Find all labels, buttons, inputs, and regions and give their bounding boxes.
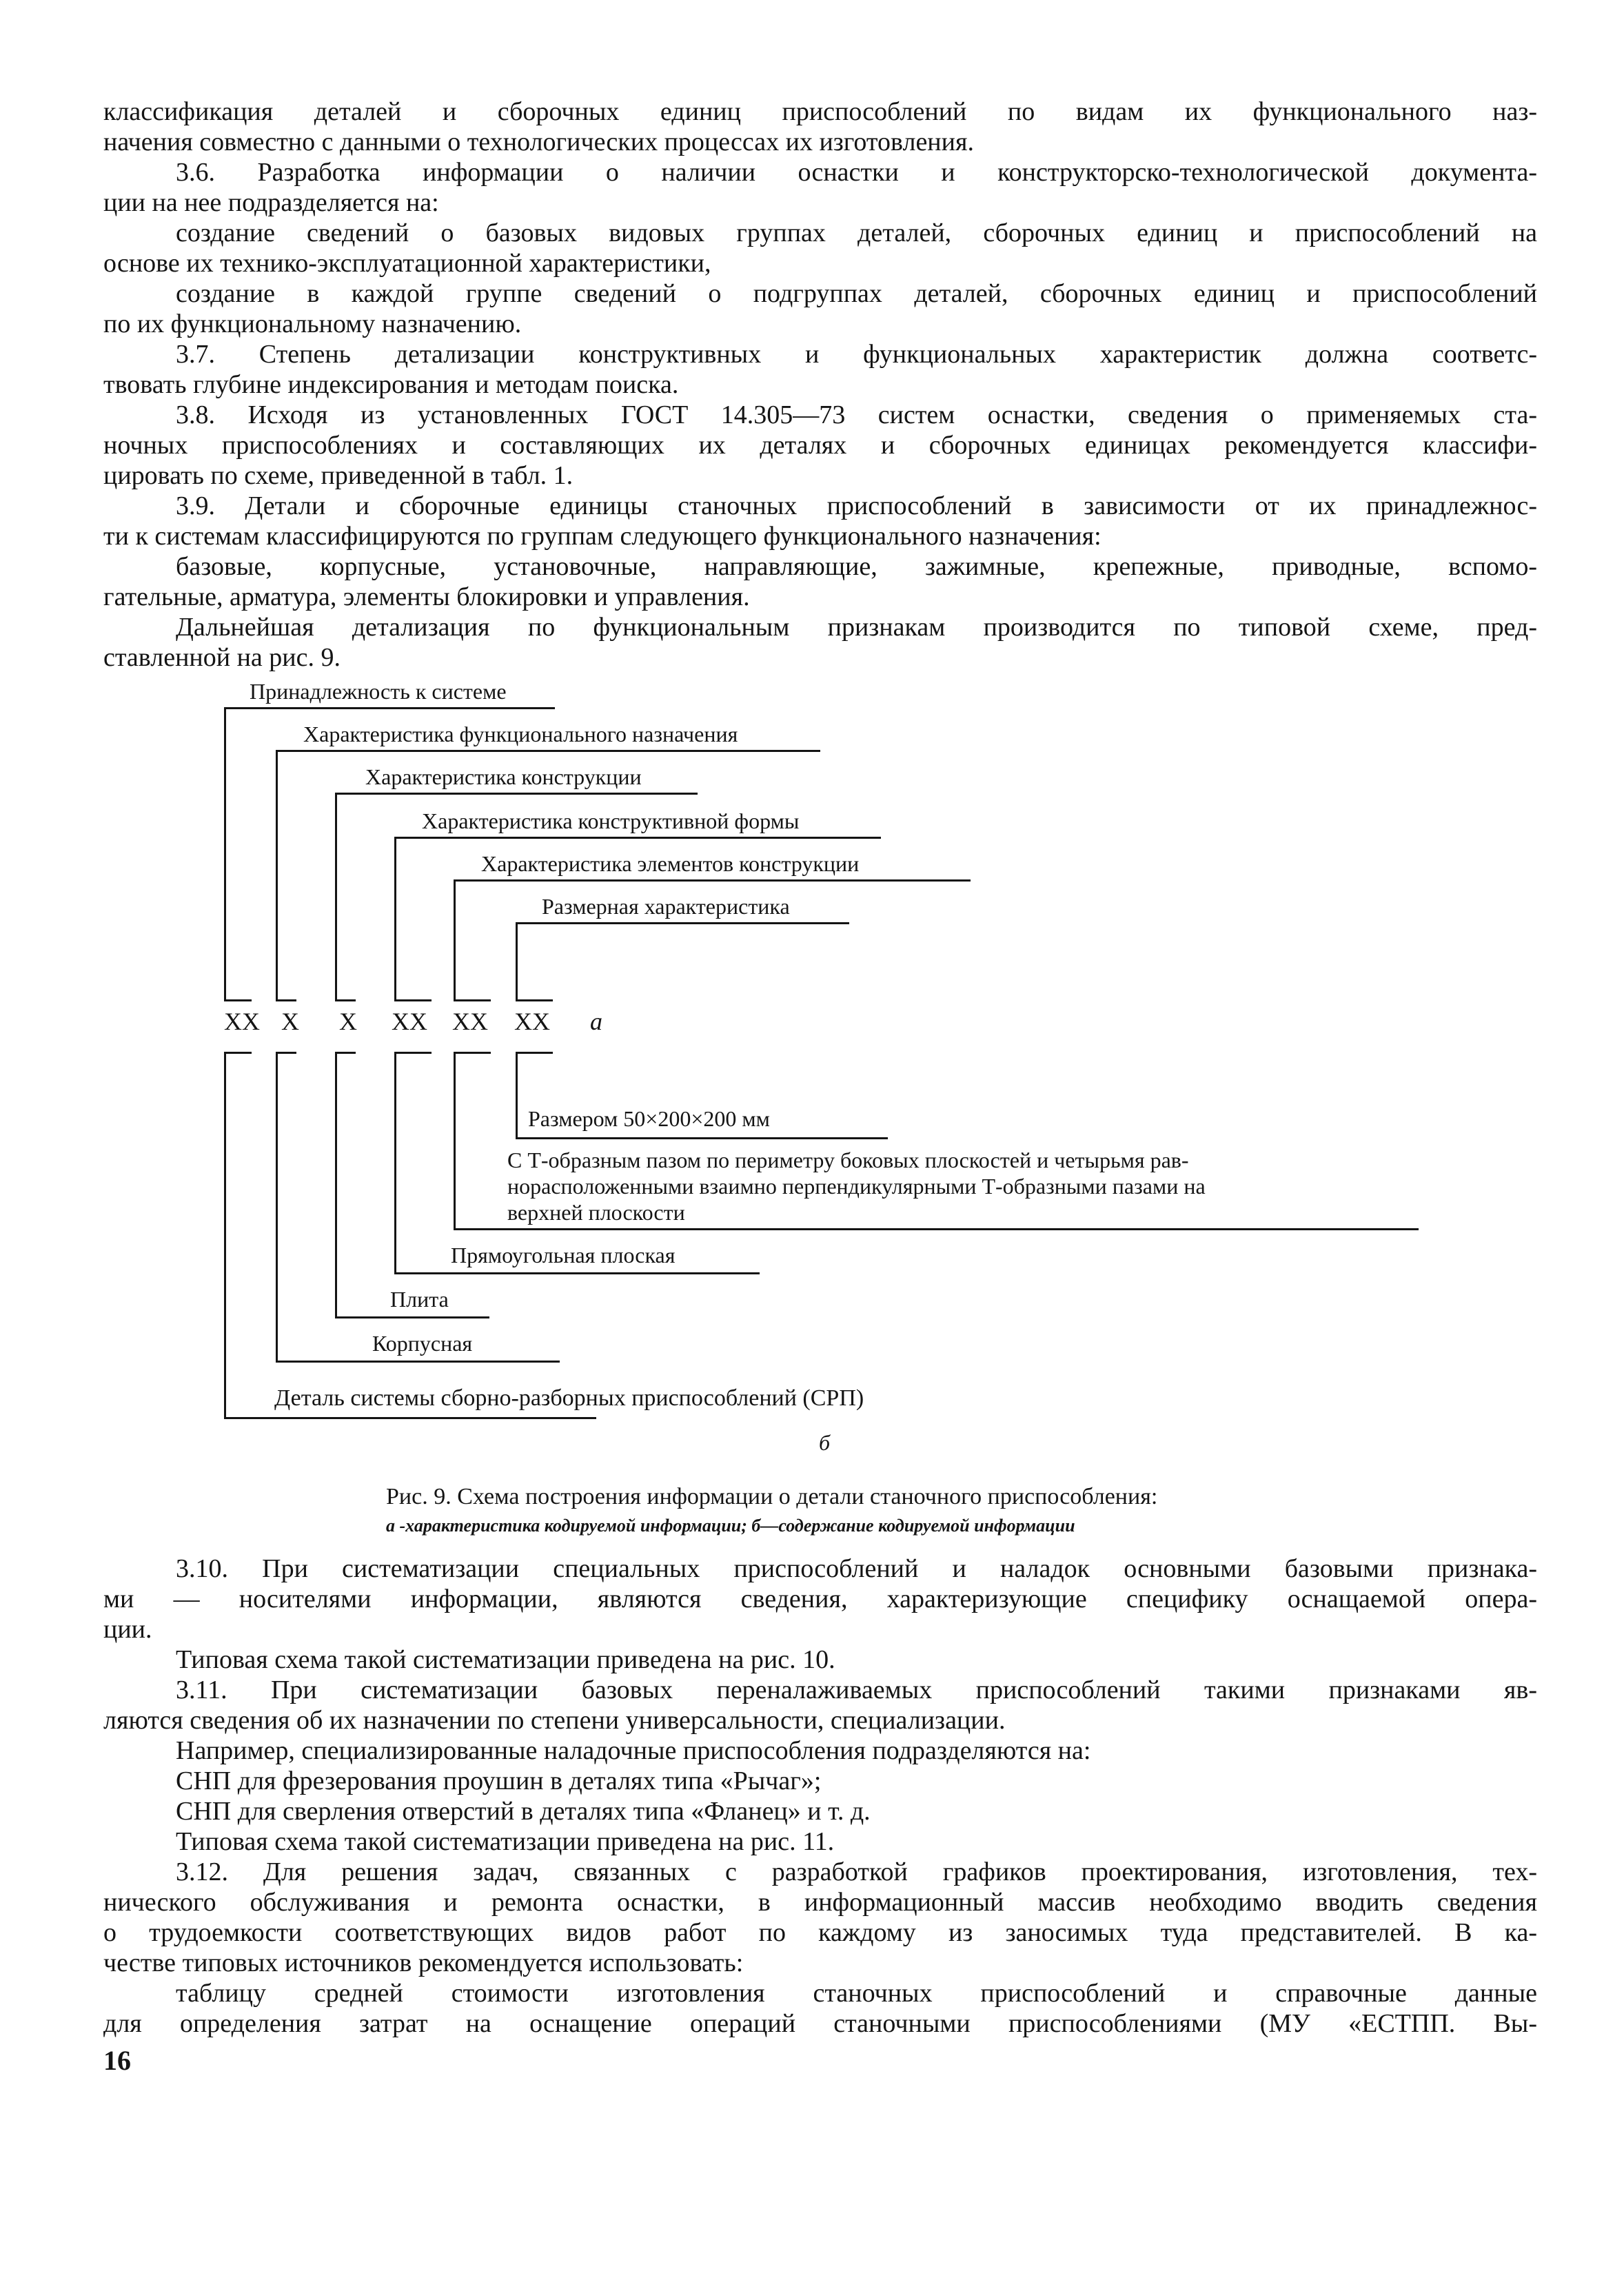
- text-line: по их функциональному назначению.: [103, 309, 522, 338]
- text-line: СНП для сверления отверстий в деталях типа «Фланец» и т. д.: [176, 1797, 871, 1826]
- text-line: базовые, корпусные, установочные, направляющие, зажимные, крепежные, приводные, вспомо-: [176, 552, 1537, 581]
- code-group: XX: [452, 1008, 488, 1035]
- diagram-label-elements: Характеристика элементов конструкции: [481, 851, 860, 876]
- diagram-tag-b: б: [819, 1430, 831, 1455]
- diagram-line: [335, 1052, 337, 1316]
- page-number: 16: [103, 2045, 131, 2076]
- text-line: Типовая схема такой систематизации приведена на рис. 10.: [176, 1645, 835, 1674]
- diagram-label-function: Характеристика функционального назначения: [303, 722, 738, 746]
- text-line: честве типовых источников рекомендуется использовать:: [103, 1948, 744, 1977]
- text-line: начения совместно с данными о технологических процессах их изготовления.: [103, 128, 974, 156]
- code-group: XX: [224, 1008, 260, 1035]
- text-line: 3.7. Степень детализации конструктивных и функциональных характеристик должна соответс-: [176, 340, 1537, 369]
- diagram-line: [516, 1137, 888, 1139]
- diagram-line: [335, 793, 698, 795]
- text-line: создание в каждой группе сведений о подгруппах деталей, сборочных единиц и приспособлений: [176, 279, 1537, 308]
- diagram-line: [276, 999, 296, 1001]
- text-line: Дальнейшая детализация по функциональным признакам производится по типовой схеме, пред-: [176, 613, 1537, 642]
- diagram-label-shape: Прямоугольная плоская: [451, 1243, 676, 1267]
- text-line: 3.9. Детали и сборочные единицы станочных приспособлений в зависимости от их принадлежнос-: [176, 491, 1537, 520]
- text-line: 3.12. Для решения задач, связанных с разработкой графиков проектирования, изготовления, тех-: [176, 1857, 1537, 1886]
- text-line: таблицу средней стоимости изготовления станочных приспособлений и справочные данные: [176, 1979, 1537, 2008]
- diagram-line: [276, 750, 278, 999]
- text-line: Типовая схема такой систематизации приведена на рис. 11.: [176, 1827, 835, 1856]
- diagram-line: [454, 1052, 456, 1228]
- diagram-label-dimension: Размером 50×200×200 мм: [528, 1106, 770, 1131]
- diagram-line: [394, 999, 432, 1001]
- diagram-label-size: Размерная характеристика: [542, 894, 790, 919]
- diagram-line: [224, 1052, 252, 1054]
- diagram-line: [394, 1052, 396, 1272]
- diagram-line: [276, 750, 820, 752]
- diagram-label-element-desc: норасположенными взаимно перпендикулярными Т-образными пазами на: [507, 1174, 1206, 1199]
- figure-caption: Рис. 9. Схема построения информации о детали станочного приспособления:: [386, 1484, 1158, 1509]
- text-line: Например, специализированные наладочные приспособления подразделяются на:: [176, 1736, 1091, 1765]
- diagram-line: [516, 922, 849, 924]
- text-line: ции на нее подразделяется на:: [103, 188, 439, 217]
- diagram-line: [224, 707, 226, 999]
- text-line: создание сведений о базовых видовых группах деталей, сборочных единиц и приспособлений на: [176, 218, 1537, 247]
- diagram-line: [335, 1316, 489, 1318]
- text-line: ляются сведения об их назначении по степени универсальности, специализации.: [103, 1706, 1006, 1735]
- text-line: ции.: [103, 1615, 152, 1644]
- code-group: XX: [514, 1008, 550, 1035]
- diagram-line: [394, 837, 881, 839]
- text-line: ночных приспособлениях и составляющих их деталях и сборочных единицах рекомендуется классифи-: [103, 431, 1537, 460]
- diagram-label-form: Характеристика конструктивной формы: [422, 808, 800, 833]
- diagram-line: [516, 1052, 518, 1137]
- text-line: о трудоемкости соответствующих видов работ по каждому из заносимых туда представителей. В ка-: [103, 1918, 1537, 1947]
- diagram-line: [394, 837, 396, 999]
- diagram-tag-a: а: [590, 1008, 602, 1035]
- diagram-label-group: Корпусная: [372, 1331, 473, 1356]
- text-line: ти к системам классифицируются по группам следующего функционального назначения:: [103, 522, 1102, 551]
- diagram-line: [516, 999, 553, 1001]
- text-line: 3.11. При систематизации базовых переналаживаемых приспособлений такими признаками яв-: [176, 1676, 1537, 1704]
- diagram-line: [454, 999, 491, 1001]
- text-line: твовать глубине индексирования и методам поиска.: [103, 370, 679, 399]
- text-line: 3.10. При систематизации специальных приспособлений и наладок основными базовыми признака-: [176, 1554, 1537, 1583]
- text-line: гательные, арматура, элементы блокировки и управления.: [103, 582, 750, 611]
- text-line: цировать по схеме, приведенной в табл. 1.: [103, 461, 574, 490]
- diagram-label-construction: Характеристика конструкции: [365, 764, 642, 789]
- diagram-line: [276, 1052, 278, 1361]
- text-line: 3.8. Исходя из установленных ГОСТ 14.305—73 систем оснастки, сведения о применяемых ста-: [176, 400, 1537, 429]
- diagram-label-system: Принадлежность к системе: [250, 679, 507, 704]
- text-line: нического обслуживания и ремонта оснастки, в информационный массив необходимо вводить сведения: [103, 1888, 1537, 1917]
- diagram-line: [454, 879, 456, 999]
- diagram-line: [276, 1361, 560, 1363]
- diagram-line: [335, 793, 337, 999]
- diagram-line: [224, 999, 252, 1001]
- diagram-label-system-desc: Деталь системы сборно-разборных приспособлений (СРП): [274, 1385, 864, 1411]
- figure-caption-legend: а -характеристика кодируемой информации; б—содержание кодируемой информации: [386, 1516, 1075, 1536]
- diagram-line: [224, 1417, 596, 1419]
- diagram-line: [394, 1052, 432, 1054]
- code-group: X: [339, 1008, 357, 1035]
- diagram-line: [335, 1052, 356, 1054]
- diagram-line: [224, 1052, 226, 1417]
- text-line: ми — носителями информации, являются сведения, характеризующие специфику оснащаемой опера-: [103, 1585, 1537, 1613]
- code-group: X: [281, 1008, 299, 1035]
- diagram-line: [516, 1052, 553, 1054]
- code-group: XX: [392, 1008, 427, 1035]
- diagram-line: [394, 1272, 760, 1274]
- diagram-line: [276, 1052, 296, 1054]
- text-line: для определения затрат на оснащение операций станочными приспособлениями (МУ «ЕСТПП. Вы-: [103, 2009, 1537, 2038]
- text-line: 3.6. Разработка информации о наличии оснастки и конструкторско-технологической документа-: [176, 158, 1537, 187]
- text-line: основе их технико-эксплуатационной характеристики,: [103, 249, 711, 278]
- text-line: ставленной на рис. 9.: [103, 643, 341, 672]
- diagram-line: [454, 1228, 1419, 1230]
- text-line: СНП для фрезерования проушин в деталях типа «Рычаг»;: [176, 1766, 822, 1795]
- diagram-line: [454, 879, 971, 882]
- diagram-line: [516, 922, 518, 999]
- diagram-line: [224, 707, 555, 709]
- diagram-label-type: Плита: [390, 1287, 449, 1312]
- diagram-line: [335, 999, 356, 1001]
- diagram-label-element-desc: С Т-образным пазом по периметру боковых плоскостей и четырьмя рав-: [507, 1148, 1189, 1172]
- diagram-line: [454, 1052, 491, 1054]
- text-line: классификация деталей и сборочных единиц приспособлений по видам их функционального наз-: [103, 97, 1537, 126]
- diagram-label-element-desc: верхней плоскости: [507, 1200, 685, 1225]
